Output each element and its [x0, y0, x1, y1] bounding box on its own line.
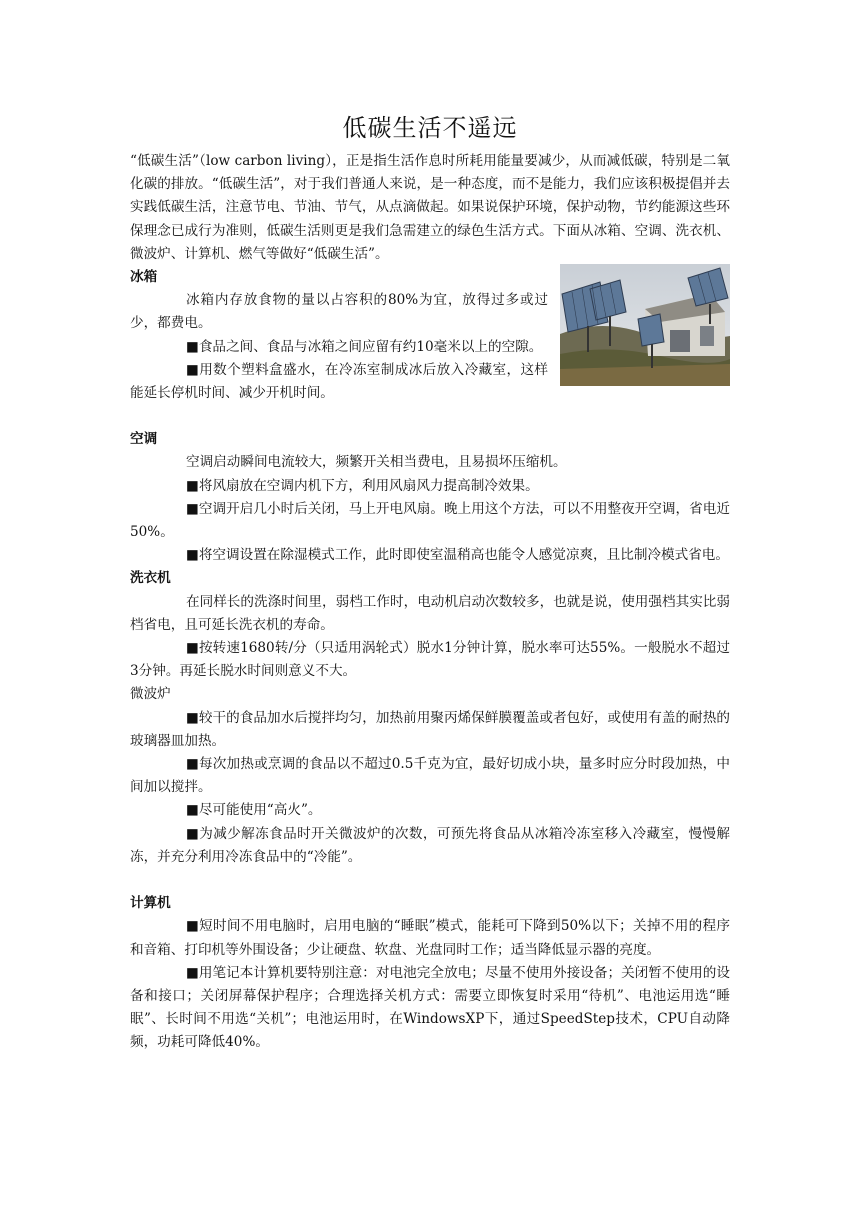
ac-paragraph: ■将空调设置在除湿模式工作，此时即使室温稍高也能令人感觉凉爽，且比制冷模式省电。 — [186, 547, 729, 564]
fridge-paragraph: 冰箱内存放食物的量以占容积的80%为宜，放得过多或过少，都费电。 — [130, 292, 548, 332]
section-heading-computer: 计算机 — [130, 895, 171, 912]
section-heading-microwave: 微波炉 — [130, 686, 171, 703]
ac-paragraph: ■将风扇放在空调内机下方，利用风扇风力提高制冷效果。 — [186, 477, 539, 494]
section-heading-ac: 空调 — [130, 431, 158, 448]
computer-paragraph: ■短时间不用电脑时，启用电脑的“睡眠”模式，能耗可下降到50%以下；关掉不用的程序和音箱、打印机等外围设备；少让硬盘、软盘、光盘同时工作；适当降低显示器的亮度。 — [130, 918, 730, 958]
page-title: 低碳生活不遥远 — [342, 114, 518, 142]
washer-paragraph: 在同样长的洗涤时间里，弱档工作时，电动机启动次数较多，也就是说，使用强档其实比弱档省电，且可延长洗衣机的寿命。 — [130, 593, 730, 633]
intro-paragraph: “低碳生活”（low carbon living），正是指生活作息时所耗用能量要减少，从而减低碳，特别是二氧化碳的排放。“低碳生活”，对于我们普通人来说，是一种态度，而不是能力，我们应该积极提倡并去实践低碳生活，注意节电、节油、节气，从点滴做起。如果说保护环境，保护动物，节约能源这些环保理念已成行为准则，低碳生活则更是我们急需建立的绿色生活方式。下面从冰箱、空调、洗衣机、微波炉、计算机、燃气等做好“低碳生活”。 — [130, 153, 730, 262]
fridge-paragraph: ■食品之间、食品与冰箱之间应留有约10毫米以上的空隙。 — [186, 338, 543, 355]
ac-paragraph: 空调启动瞬间电流较大，频繁开关相当费电，且易损坏压缩机。 — [186, 454, 567, 471]
washer-paragraph: ■按转速1680转/分（只适用涡轮式）脱水1分钟计算，脱水率可达55%。一般脱水不超过3分钟。再延长脱水时间则意义不大。 — [130, 640, 730, 680]
fridge-section — [130, 266, 730, 405]
spacer — [130, 405, 730, 428]
document-page — [130, 108, 730, 1055]
spacer — [130, 869, 730, 892]
section-heading-fridge: 冰箱 — [130, 269, 158, 286]
microwave-paragraph: ■较干的食品加水后搅拌均匀，加热前用聚丙烯保鲜膜覆盖或者包好，或使用有盖的耐热的玻璃器皿加热。 — [130, 709, 730, 749]
ac-paragraph: ■空调开启几小时后关闭，马上开电风扇。晚上用这个方法，可以不用整夜开空调，省电近50%。 — [130, 500, 730, 541]
computer-paragraph: ■用笔记本计算机要特别注意：对电池完全放电；尽量不使用外接设备；关闭暂不使用的设备和接口；关闭屏幕保护程序；合理选择关机方式：需要立即恢复时采用“待机”、电池运用选“睡眠”、长时间不用选“关机”；电池运用时，在WindowsXP下，通过SpeedStep技术，CPU自动降频，功耗可降低40%。 — [130, 964, 730, 1051]
fridge-paragraph: ■用数个塑料盒盛水，在冷冻室制成冰后放入冷藏室，这样能延长停机时间、减少开机时间。 — [130, 361, 548, 402]
solar-panel-photo — [560, 264, 730, 386]
microwave-paragraph: ■尽可能使用“高火”。 — [186, 802, 322, 819]
fridge-text — [130, 266, 548, 405]
microwave-paragraph: ■每次加热或烹调的食品以不超过0.5千克为宜，最好切成小块，量多时应分时段加热，中间加以搅拌。 — [130, 756, 730, 796]
section-heading-washer: 洗衣机 — [130, 570, 171, 587]
microwave-paragraph: ■为减少解冻食品时开关微波炉的次数，可预先将食品从冰箱冷冻室移入冷藏室，慢慢解冻，并充分利用冷冻食品中的“冷能”。 — [130, 825, 730, 865]
